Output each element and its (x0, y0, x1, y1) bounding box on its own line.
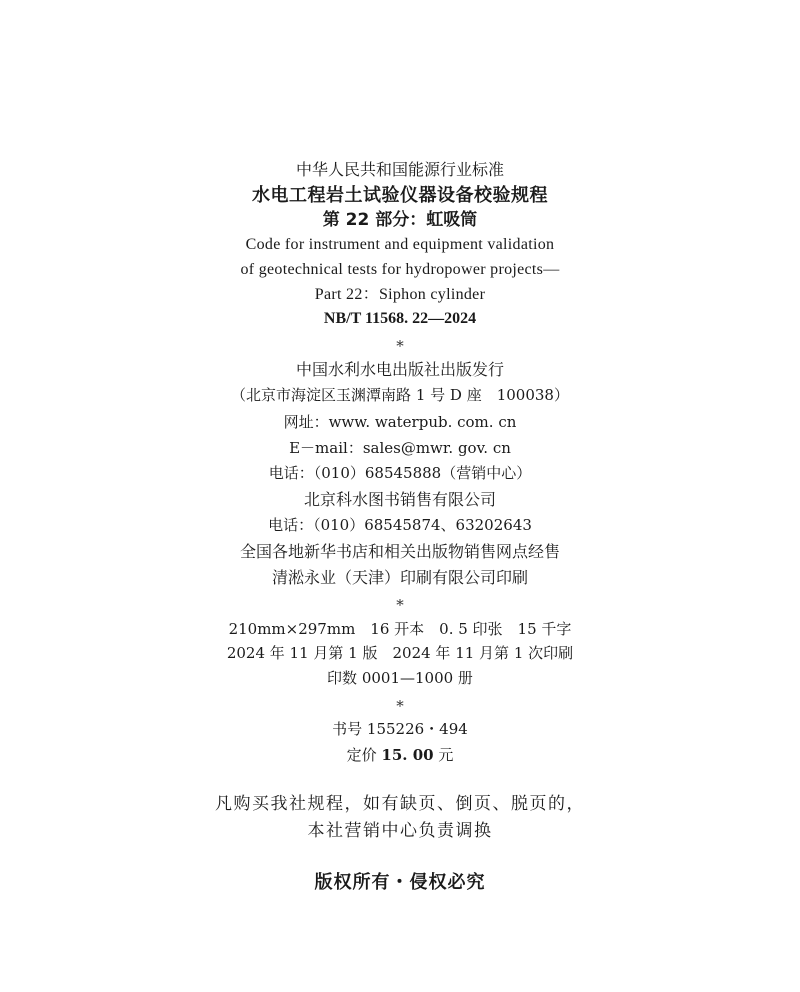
printer: 清淞永业（天津）印刷有限公司印刷 (271, 568, 528, 587)
publisher-email: E－mail：sales@mwr. gov. cn (289, 439, 511, 457)
separator-asterisk: * (396, 596, 404, 614)
book-number: 书号 155226・494 (332, 720, 468, 738)
title-en-line-3: Part 22：Siphon cylinder (314, 286, 486, 303)
price (0, 748, 800, 763)
distribution-note: 全国各地新华书店和相关出版物销售网点经售 (239, 542, 560, 561)
edition-info: 2024 年 11 月第 1 版 2024 年 11 月第 1 次印刷 (226, 644, 574, 662)
part-cn: 第 22 部分：虹吸筒 (322, 210, 478, 230)
notice-line-1: 凡购买我社规程，如有缺页、倒页、脱页的， (215, 794, 585, 814)
publisher-phone: 电话：（010）68545888（营销中心） (268, 464, 532, 482)
price-value: 15. 00 (381, 746, 434, 764)
distributor-phone: 电话：（010）68545874、63202643 (268, 516, 532, 534)
separator-asterisk: * (396, 337, 404, 355)
copyright-notice: 版权所有・侵权必究 (314, 872, 486, 893)
print-run: 印数 0001—1000 册 (327, 669, 473, 687)
publisher: 中国水利水电出版社出版发行 (295, 360, 504, 379)
book-format: 210mm×297mm 16 开本 0. 5 印张 15 千字 (228, 620, 572, 638)
distributor: 北京科水图书销售有限公司 (303, 490, 496, 509)
title-en-line-2: of geotechnical tests for hydropower projects— (240, 261, 560, 278)
standard-type: 中华人民共和国能源行业标准 (295, 160, 504, 179)
price-unit: 元 (433, 746, 454, 764)
price-label: 定价 (346, 746, 382, 764)
separator-asterisk: * (396, 697, 404, 715)
publisher-address: （北京市海淀区玉渊潭南路 1 号 D 座 100038） (231, 386, 569, 404)
title-cn: 水电工程岩土试验仪器设备校验规程 (252, 185, 548, 206)
standard-number: NB/T 11568. 22—2024 (323, 310, 477, 327)
notice-line-2: 本社营销中心负责调换 (307, 821, 493, 841)
publisher-website: 网址：www. waterpub. com. cn (283, 413, 517, 431)
title-en-line-1: Code for instrument and equipment validation (245, 236, 555, 253)
